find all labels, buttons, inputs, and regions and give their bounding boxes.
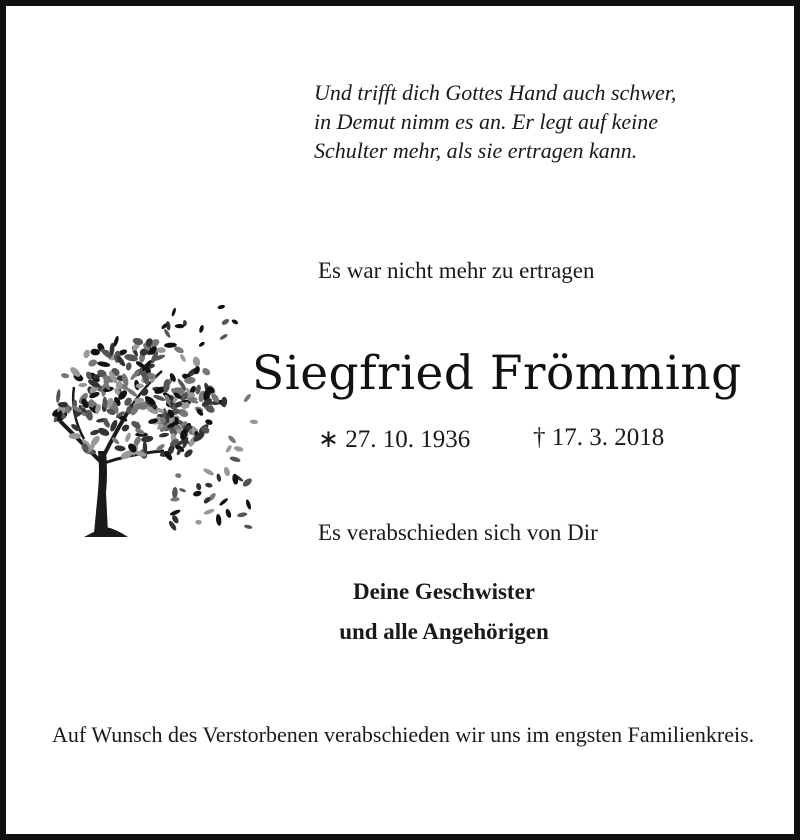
intro-text: Es war nicht mehr zu ertragen <box>318 258 595 283</box>
deceased-name: Siegfried Frömming <box>252 346 742 401</box>
signers <box>316 572 572 652</box>
signer-line: und alle Angehörigen <box>339 619 549 644</box>
windblown-tree-icon <box>44 301 259 546</box>
quote-line: Und trifft dich Gottes Hand auch schwer, <box>314 80 677 105</box>
farewell-text: Es verabschieden sich von Dir <box>318 520 598 545</box>
signer-line: Deine Geschwister <box>352 579 536 604</box>
quote-line: in Demut nimm es an. Er legt auf keine <box>314 109 658 134</box>
death-date: † 17. 3. 2018 <box>533 424 665 451</box>
birth-date: ∗ 27. 10. 1936 <box>318 426 471 453</box>
closing-note: Auf Wunsch des Verstorbenen verabschieden wir uns im engsten Familienkreis. <box>52 722 755 747</box>
quote-line: Schulter mehr, als sie ertragen kann. <box>314 138 638 163</box>
bible-quote <box>314 78 784 165</box>
